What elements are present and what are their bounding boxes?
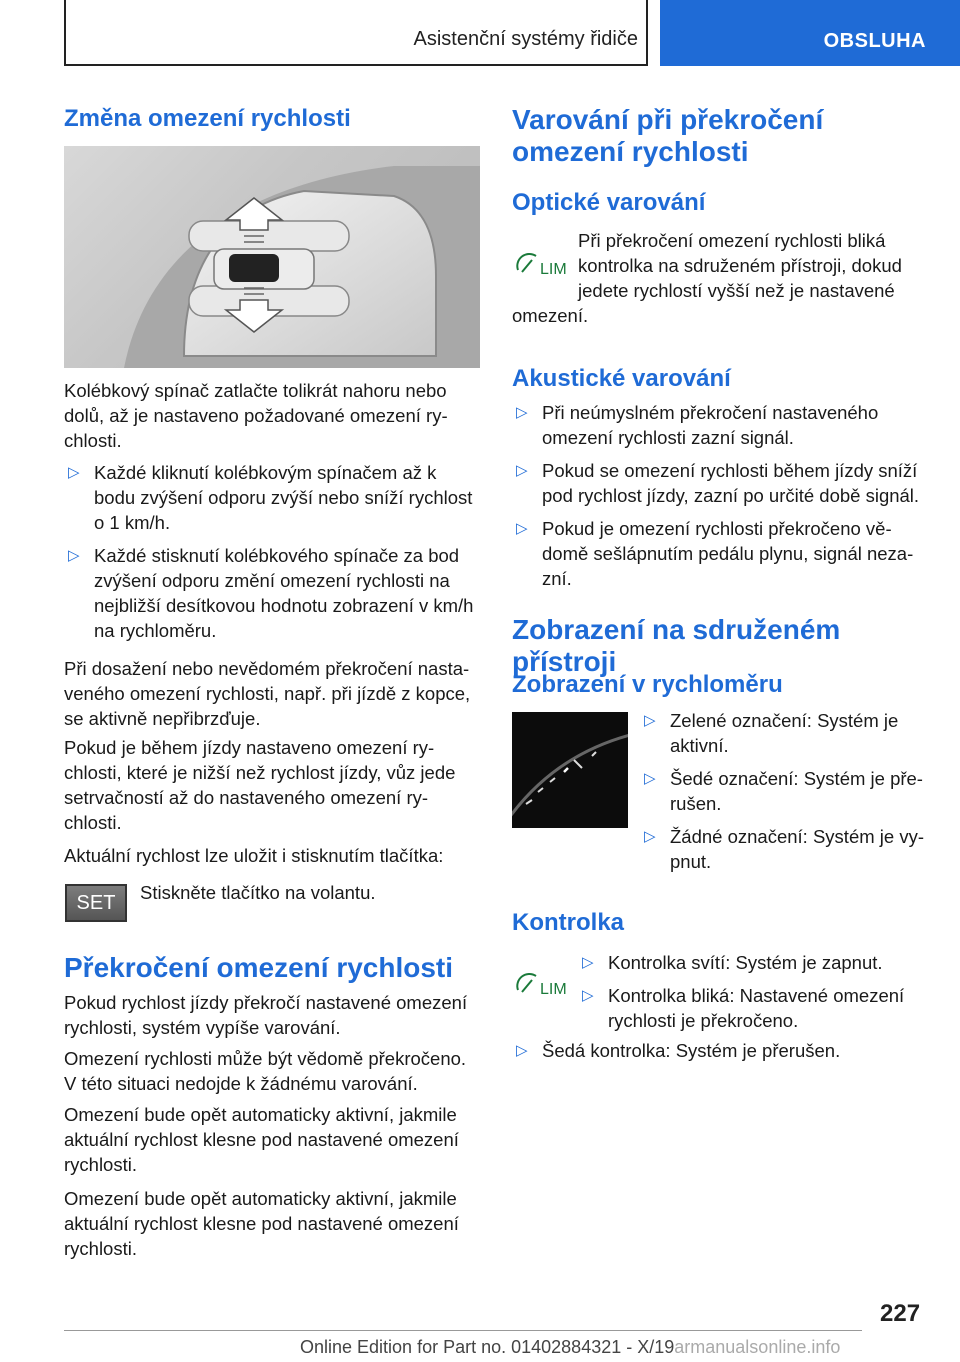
- set-button-text: Stiskněte tlačítko na volantu.: [140, 882, 376, 903]
- footer-edition: Online Edition for Part no. 01402884321 - X/19armanualsonline.info: [300, 1337, 841, 1357]
- bullet-triangle-icon: ▷: [516, 1042, 528, 1059]
- subtitle-optical-warning: Optické varování: [512, 189, 706, 216]
- list-item: ▷ Každé kliknutí kolébkovým spínačem až k bodu zvýšení odporu zvýší nebo sníží rychlost o 1 km/h.: [68, 462, 473, 533]
- paragraph-conscious-exceed: Omezení rychlosti může být vědomě překročeno. V této situaci nedojde k žádnému varování.: [64, 1048, 467, 1094]
- footer-rule: [64, 1330, 862, 1331]
- section-title-exceed-limit: Překročení omezení rychlosti: [64, 952, 454, 983]
- bullet-triangle-icon: ▷: [582, 954, 594, 971]
- paragraph-warning-issued: Pokud rychlost jízdy překročí nastavené omezení rychlosti, systém vypíše varování.: [64, 992, 468, 1038]
- list-item: ▷ Při neúmyslném překročení nastaveného omezení rychlosti zazní signál.: [516, 402, 879, 448]
- list-item: ▷ Pokud se omezení rychlosti během jízdy sníží pod rychlost jízdy, zazní po určité době signál.: [516, 460, 920, 506]
- subtitle-indicator: Kontrolka: [512, 909, 625, 936]
- rocker-bullet-list: [64, 460, 480, 643]
- section-title-change-limit: Změna omezení rychlosti: [64, 105, 351, 132]
- bullet-triangle-icon: ▷: [644, 712, 656, 729]
- subtitle-speedometer-display: Zobrazení v rychloměru: [512, 671, 783, 698]
- svg-text:LIM: LIM: [540, 981, 567, 998]
- section-title-cluster-display: Zobrazení na sdruženém přístroji: [512, 614, 841, 677]
- paragraph-coasting: Pokud je během jízdy nastaveno omezení ry‐ chlosti, které je nižší než rychlost jízdy, vůz jede setrvačností až do nastaveného omezení ry‐ chlosti.: [64, 737, 456, 833]
- footer-watermark: armanualsonline.info: [674, 1337, 841, 1357]
- list-item: ▷ Pokud je omezení rychlosti překročeno vě‐ domě sešlápnutím pedálu plynu, signál neza‐ zní.: [516, 518, 914, 589]
- lim-indicator-icon: [514, 966, 572, 998]
- paragraph-no-braking: Při dosažení nebo nevědomém překročení nasta‐ veného omezení rychlosti, např. při jízdě z kopce, se aktivně nepřibrzďuje.: [64, 658, 471, 729]
- paragraph-optical-warning-tail: omezení.: [512, 305, 589, 326]
- paragraph-auto-reactivate-repeat: Omezení bude opět automaticky aktivní, jakmile aktuální rychlost klesne pod nastavené omezení rychlosti.: [64, 1188, 459, 1259]
- paragraph-store-speed: Aktuální rychlost lze uložit i stisknutím tlačítka:: [64, 845, 444, 866]
- steering-wheel-illustration: [64, 146, 480, 368]
- lim-indicator-icon: [514, 246, 572, 278]
- bullet-triangle-icon: ▷: [644, 770, 656, 787]
- header-section-title: Asistenční systémy řidiče: [413, 28, 638, 50]
- bullet-triangle-icon: ▷: [516, 520, 528, 537]
- section-title-limit-warning: Varování při překročení omezení rychlosti: [512, 104, 824, 167]
- set-button-icon: SET: [65, 884, 127, 922]
- list-item: ▷ Zelené označení: Systém je aktivní.: [644, 710, 899, 756]
- speedometer-bullet-list: [640, 708, 930, 874]
- bullet-triangle-icon: ▷: [68, 464, 80, 481]
- paragraph-optical-warning: Při překročení omezení rychlosti bliká kontrolka na sdruženém přístroji, dokud jedete rychlostí vyšší než je nastavené: [578, 230, 902, 301]
- subtitle-acoustic-warning: Akustické varování: [512, 365, 731, 392]
- bullet-triangle-icon: ▷: [582, 987, 594, 1004]
- header-rule: [64, 64, 648, 66]
- header-tab-label: OBSLUHA: [823, 30, 926, 52]
- speedometer-image: [512, 712, 628, 828]
- bullet-triangle-icon: ▷: [516, 462, 528, 479]
- paragraph-rocker-intro: Kolébkový spínač zatlačte tolikrát nahoru nebo dolů, až je nastaveno požadované omezení ry‐ chlosti.: [64, 380, 448, 451]
- bullet-triangle-icon: ▷: [516, 404, 528, 421]
- indicator-bullet-list: [578, 950, 930, 1033]
- list-item: ▷ Šedé označení: Systém je pře‐ rušen.: [644, 768, 923, 814]
- svg-text:LIM: LIM: [540, 261, 567, 278]
- list-item: ▷ Každé stisknutí kolébkového spínače za bod zvýšení odporu změní omezení rychlosti na nejbližší desítkovou hodnotu zobrazení v km/h na rychloměru.: [68, 545, 474, 641]
- header-divider-right: [646, 0, 648, 66]
- header-divider-left: [64, 0, 66, 66]
- steering-wheel-image: [64, 146, 480, 368]
- bullet-triangle-icon: ▷: [68, 547, 80, 564]
- paragraph-auto-reactivate: Omezení bude opět automaticky aktivní, jakmile aktuální rychlost klesne pod nastavené omezení rychlosti.: [64, 1104, 459, 1175]
- bullet-triangle-icon: ▷: [644, 828, 656, 845]
- list-item: ▷ Kontrolka svítí: Systém je zapnut.: [582, 952, 883, 973]
- list-item: ▷ Kontrolka bliká: Nastavené omezení rychlosti je překročeno.: [582, 985, 905, 1031]
- indicator-extra-bullet-list: [512, 1038, 930, 1063]
- list-item: ▷ Žádné označení: Systém je vy‐ pnut.: [644, 826, 924, 872]
- acoustic-bullet-list: [512, 400, 930, 591]
- list-item: ▷ Šedá kontrolka: Systém je přerušen.: [516, 1040, 841, 1061]
- speedometer-illustration: [512, 712, 628, 828]
- header-tab: [660, 0, 960, 66]
- page-number: 227: [880, 1300, 921, 1327]
